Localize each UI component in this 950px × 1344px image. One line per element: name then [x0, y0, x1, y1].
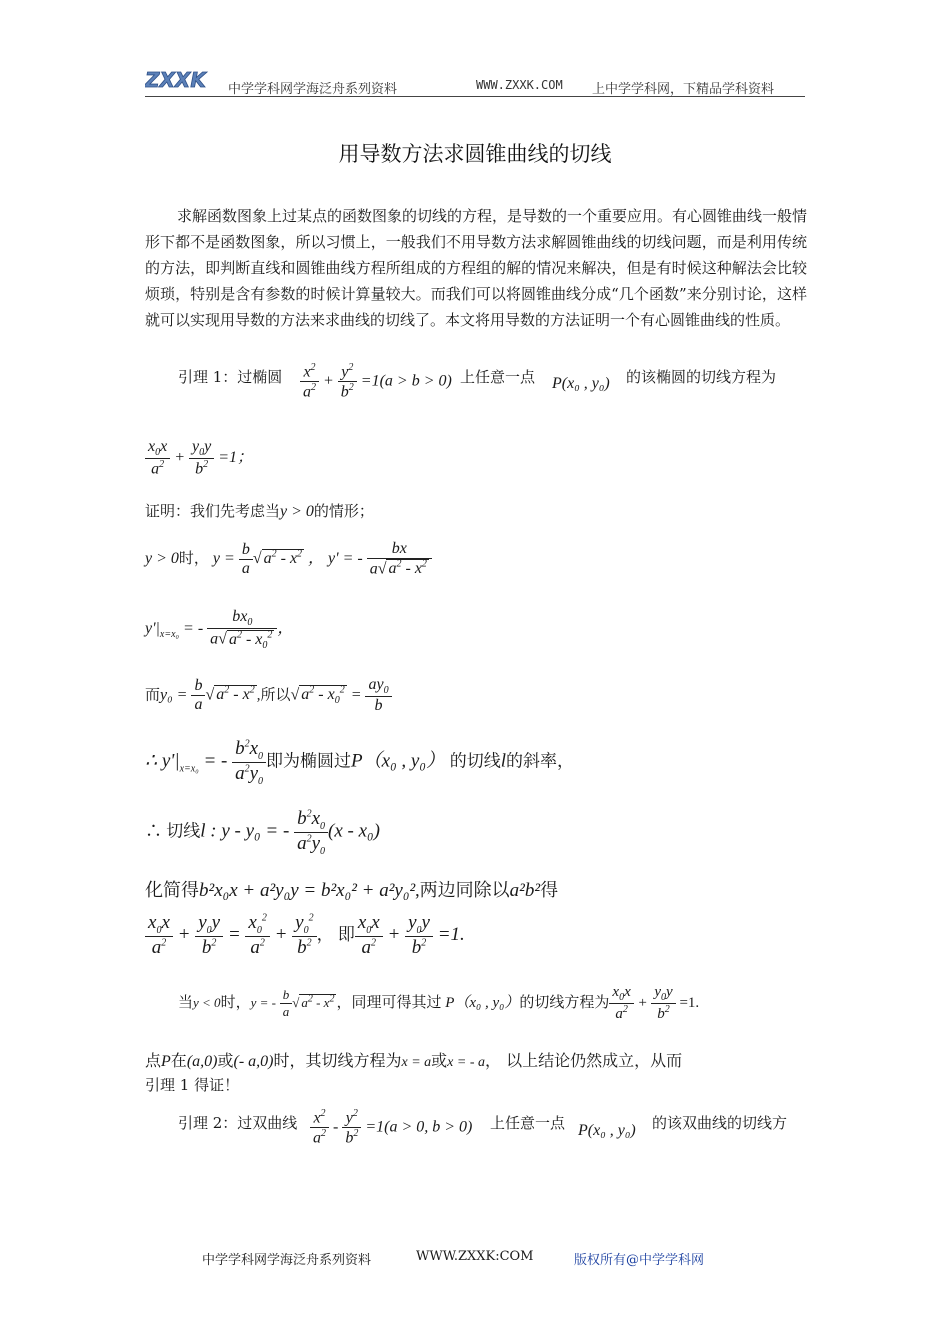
case-neg-t2: 的切线方程为	[519, 994, 610, 1011]
l2-tail: ，	[277, 620, 294, 638]
zxxk-logo	[145, 66, 213, 92]
l5-rhs: (x - x₀)	[328, 820, 380, 842]
lemma2-hyperbola-eq: $\frac{x^2}{a^2}$ - $\frac{y^2}{b^2}$ =1(a > 0, b > 0)	[310, 1108, 472, 1148]
l7-ji: ， 即	[316, 924, 355, 944]
lemma2-tail: 的该双曲线的切线方	[652, 1114, 788, 1132]
l4-l: l	[500, 750, 506, 772]
l4-sub: x=x₀	[179, 763, 199, 775]
l2-sub: x=x₀	[159, 629, 180, 641]
case-neg-y: y = -	[250, 994, 276, 1010]
case-neg-shi: 时，	[220, 994, 251, 1011]
proof-intro-tail: 的情形；	[313, 502, 374, 520]
l6-text2: ,两边同除以	[415, 880, 510, 900]
header-right: 上中学学科网，下精品学科资料	[592, 82, 775, 97]
endpoint-t1: 点	[145, 1051, 162, 1070]
intro-paragraph	[145, 203, 807, 333]
endpoint-p: P	[161, 1053, 171, 1070]
case-neg-end: =1.	[679, 994, 700, 1011]
l1-mid: ， y' = -	[308, 549, 363, 567]
l3-so: ,所以	[256, 687, 291, 704]
l5-therefore: ∴ 切线	[145, 821, 201, 841]
l4-tail3: 的斜率，	[506, 751, 574, 771]
endpoint-or2: 或	[431, 1051, 448, 1070]
endpoint-t2: 在	[170, 1051, 187, 1070]
proof-line1: y > 0时， y = $\frac{b}{a}$ √ $a^2 - x^2$ ， y' = - $\frac{bx}{a√ a^2 - x^2}$	[145, 540, 432, 578]
proof-line2: $y'|_{x=x_0}$ = - $\frac{bx_0}{a√ a^2 - x_0^2}$ ，	[145, 608, 294, 651]
endpoint-x1: x = a	[401, 1055, 432, 1070]
lemma1-tangent-eq: $\frac{x_0x}{a^2}$ + $\frac{y_0y}{b^2}$ =1；	[145, 438, 253, 479]
proof-line3: 而y₀ = $\frac{b}{a}$ √ $a^2 - x^2$ ,所以√ $a^2 - x_0^2$ = $\frac{ay_0}{b}$	[145, 676, 392, 715]
lemma1-label: 引理 1：过椭圆	[178, 368, 283, 386]
case-neg-line: 当y < 0时，y = - $\frac{b}{a}$ √ $a^2 - x^2$ ，同理可得其过 P（x₀ , y₀）的切线方程为 $\frac{x_0x}{a^2}$ + $\frac{y_0y}{b^2}$ =1.	[178, 984, 700, 1022]
footer-left: 中学学科网学海泛舟系列资料	[202, 1253, 372, 1268]
l4-point: P（x₀ , y₀）	[351, 750, 445, 772]
l4-therefore: ∴	[145, 750, 158, 772]
footer-right[interactable]: 版权所有@中学学科网	[574, 1253, 705, 1268]
proof-cond: y > 0	[280, 503, 314, 520]
l4-tail2: 的切线	[449, 751, 501, 771]
l6-text3: 得	[540, 880, 559, 900]
endpoint-p2: (- a,0)	[233, 1053, 274, 1070]
l3-er: 而	[145, 687, 161, 704]
l6-expr: b²x₀x + a²y₀y = b²x₀² + a²y₀²	[199, 880, 416, 901]
l1-cond: y > 0	[145, 549, 179, 567]
lemma2-point: P(x₀ , y₀)	[578, 1122, 636, 1139]
l6-text1: 化简得	[145, 880, 199, 900]
proof-line5: ∴ 切线l : y - y₀ = - $\frac{b^2x_0}{a^2y_0}$ (x - x₀)	[145, 808, 380, 857]
l1-y: y =	[212, 549, 235, 567]
lemma1-tail: 的该椭圆的切线方程为	[626, 368, 777, 386]
proof-line7: $\frac{x_0x}{a^2}$ + $\frac{y_0y}{b^2}$ = $\frac{x_0^2}{a^2}$ + $\frac{y_0^2}{b^2}$ ， 即 $\frac{x_0x}{a^2}$ + $\frac{y_0y}{b^2}$ =1.	[145, 912, 465, 959]
endpoint-x2: x = - a	[447, 1055, 485, 1070]
svg-text:ZXXK: ZXXK	[145, 68, 206, 92]
l2-eq: = -	[183, 620, 204, 638]
header-divider	[145, 96, 805, 97]
lemma2-label: 引理 2：过双曲线	[178, 1114, 298, 1132]
lemma1-point: P(x₀ , y₀)	[552, 375, 610, 392]
page-title: 用导数方法求圆锥曲线的切线	[338, 142, 612, 166]
lemma1-eq-end: =1；	[218, 448, 254, 466]
footer-center: WWW.ZXXK:COM	[416, 1249, 534, 1264]
header-center: WWW.ZXXK.COM	[476, 78, 563, 92]
l4-eq: = -	[203, 750, 228, 772]
l6-div: a²b²	[509, 880, 541, 901]
lemma1-cond: =1(a > b > 0)	[360, 372, 452, 390]
lemma2-cond: =1(a > 0, b > 0)	[365, 1118, 473, 1136]
l1-when: 时，	[178, 550, 209, 567]
endpoint-t4: ， 以上结论仍然成立，从而	[485, 1051, 683, 1070]
l4-tail1: 即为椭圆过	[266, 751, 352, 771]
header-left: 中学学科网学海泛舟系列资料	[228, 82, 398, 97]
case-neg-point: P（x₀ , y₀）	[445, 994, 520, 1011]
case-neg-t1: ，同理可得其过	[336, 994, 442, 1011]
proof-line6	[145, 876, 558, 902]
proof-intro-text: 证明：我们先考虑当	[145, 502, 281, 520]
l3-lhs: y₀ =	[160, 686, 188, 704]
lemma1-ellipse-eq: $\frac{x^2}{a^2}$ + $\frac{y^2}{b^2}$ =1(a > b > 0)	[300, 362, 452, 402]
l4-lhs: y'|	[161, 750, 180, 772]
case-neg-when: 当	[178, 994, 194, 1011]
endpoint-p1: (a,0)	[186, 1053, 218, 1070]
endpoint-or: 或	[217, 1051, 234, 1070]
l5-lhs: l : y - y₀ = -	[200, 820, 290, 842]
endpoint-line1	[145, 1048, 682, 1071]
endpoint-t3: 时，其切线方程为	[273, 1051, 402, 1070]
l2-lhs: y'|	[145, 620, 160, 638]
proof-line4: ∴ $y'|_{x=x_0}$ = - $\frac{b^2x_0}{a^2y_0}$ 即为椭圆过P（x₀ , y₀） 的切线l的斜率，	[145, 738, 574, 787]
lemma2-mid: 上任意一点	[490, 1114, 566, 1132]
intro-text: 求解函数图象上过某点的函数图象的切线的方程，是导数的一个重要应用。有心圆锥曲线一般情形下都不是函数图象，所以习惯上，一般我们不用导数方法求解圆锥曲线的切线问题，而是利用传统的方法，即判断直线和圆锥曲线方程所组成的方程组的解的情况来解决，但是有时候这种解法会比较烦琐，特别是含有参数的时候计算量较大。而我们可以将圆锥曲线分成“几个函数”来分别讨论，这样就可以实现用导数的方法来求曲线的切线了。本文将用导数的方法证明一个有心圆锥曲线的性质。	[145, 207, 808, 329]
case-neg-cond: y < 0	[193, 994, 221, 1010]
lemma1-mid: 上任意一点	[460, 368, 536, 386]
proof-intro	[145, 500, 374, 521]
endpoint-line2: 引理 1 得证！	[145, 1076, 240, 1094]
l7-end: =1.	[437, 923, 465, 945]
